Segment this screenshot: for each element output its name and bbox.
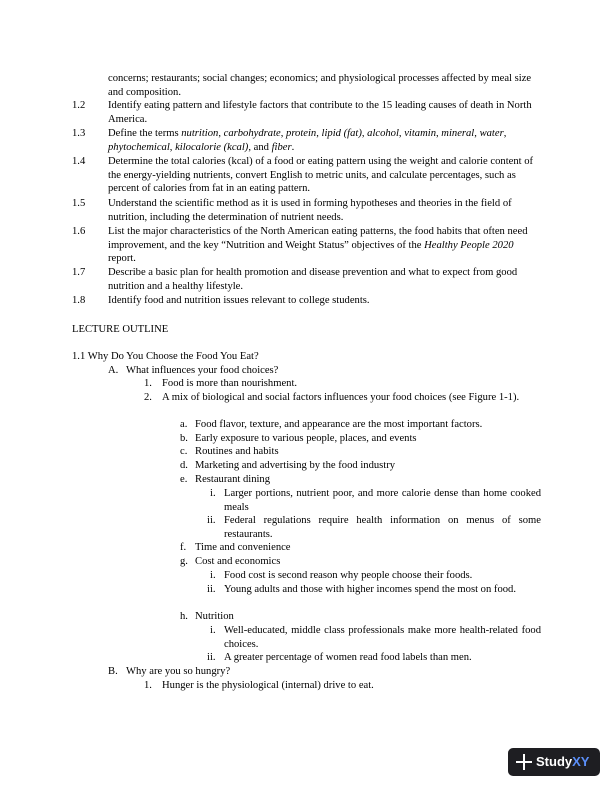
outline-item-A: A. What influences your food choices?: [108, 365, 279, 376]
objective-text: List the major characteristics of the North American eating patterns, the food habits that often need improvement, and the key “Nutrition and Weight Status” objectives of the Healthy People 2020 report.: [108, 226, 528, 265]
report-title: Healthy People 2020: [424, 239, 514, 251]
objective-1-5: [72, 197, 541, 224]
outline-item-e-i: i. Larger portions, nutrient poor, and more calorie dense than home cooked meals: [210, 488, 541, 513]
outline-section: 1.1 Why Do You Choose the Food You Eat?: [72, 351, 259, 362]
objective-number: 1.4: [72, 156, 86, 167]
outline-item-h-i: i. Well-educated, middle class professionals make more health-related food choices.: [210, 625, 541, 650]
objective-number: 1.2: [72, 100, 86, 111]
outline-item-g-ii: ii. Young adults and those with higher incomes spend the most on food.: [207, 584, 516, 595]
objective-1-6: [72, 225, 541, 266]
outline-item-d: d. Marketing and advertising by the food industry: [180, 460, 396, 471]
objective-text: Define the terms nutrition, carbohydrate, protein, lipid (fat), alcohol, vitamin, mineral, water, phytochemical, kilocalorie (kcal), and fiber.: [108, 128, 507, 153]
outline-item-h: h. Nutrition: [180, 611, 234, 622]
objective-1-1-continued: [72, 72, 541, 99]
outline-item-B1: 1. Hunger is the physiological (internal) drive to eat.: [144, 680, 374, 691]
outline-item-g: g. Cost and economics: [180, 556, 281, 567]
outline-item-e: e. Restaurant dining: [180, 474, 271, 485]
objective-1-7: [72, 266, 541, 293]
outline-item-e-ii: ii. Federal regulations require health information on menus of some restaurants.: [207, 515, 541, 540]
objective-text: Understand the scientific method as it is used in forming hypotheses and theories in the field of nutrition, including the determination of nutrient needs.: [108, 198, 512, 223]
objective-number: 1.5: [72, 198, 86, 209]
plus-icon: [516, 753, 532, 771]
brand-logo-text: StudyXY: [536, 754, 590, 769]
objective-text: Identify eating pattern and lifestyle factors that contribute to the 15 leading causes of death in North America.: [108, 100, 532, 125]
term: vitamin: [404, 128, 436, 139]
objective-number: 1.8: [72, 295, 86, 306]
term: mineral: [441, 128, 475, 139]
objective-number: 1.6: [72, 226, 86, 237]
objective-text: concerns; restaurants; social changes; economics; and physiological processes affected by meal size and composition.: [108, 73, 532, 98]
section-heading: LECTURE OUTLINE: [72, 324, 169, 335]
term: alcohol: [367, 128, 399, 139]
outline-item-b: b. Early exposure to various people, places, and events: [180, 433, 417, 444]
outline-item-a: a. Food flavor, texture, and appearance are the most important factors.: [180, 419, 483, 430]
objective-text: Determine the total calories (kcal) of a food or eating pattern using the weight and calorie content of the energy-yielding nutrients, convert English to metric units, and calculate percentages, such as percent of calories from fat in an eating pattern.: [108, 156, 534, 195]
outline-item-g-i: i. Food cost is second reason why people choose their foods.: [210, 570, 473, 581]
term: protein: [286, 128, 317, 139]
objective-number: 1.3: [72, 128, 86, 139]
outline-item-f: f. Time and convenience: [180, 542, 291, 553]
outline-item-h-ii: ii. A greater percentage of women read food labels than men.: [207, 652, 472, 663]
outline-item-c: c. Routines and habits: [180, 446, 279, 457]
studyxy-badge[interactable]: [508, 748, 600, 776]
objective-1-8: [72, 294, 541, 308]
objective-1-2: [72, 99, 541, 126]
outline-item-B: B. Why are you so hungry?: [108, 666, 231, 677]
term: nutrition: [181, 128, 219, 139]
term: phytochemical: [108, 141, 170, 153]
objective-text: Describe a basic plan for health promotion and disease prevention and what to expect from good nutrition and a healthy lifestyle.: [108, 267, 518, 292]
term: water: [479, 128, 504, 139]
term: fiber: [271, 141, 292, 153]
objective-1-3: [72, 127, 541, 154]
objective-1-4: [72, 155, 541, 196]
term: carbohydrate: [223, 128, 281, 139]
term: kilocalorie (kcal): [175, 141, 249, 153]
objective-text: Identify food and nutrition issues relevant to college students.: [108, 295, 370, 306]
objective-number: 1.7: [72, 267, 86, 278]
term: lipid (fat): [321, 128, 362, 139]
outline-item-A2: 2. A mix of biological and social factors influences your food choices (see Figure 1-1).: [144, 392, 520, 403]
outline-item-A1: 1. Food is more than nourishment.: [144, 378, 298, 389]
